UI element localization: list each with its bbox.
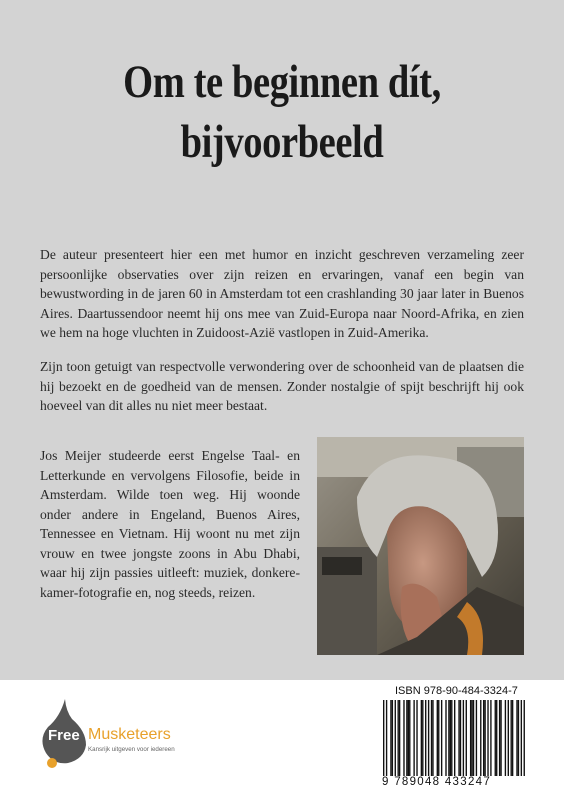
blurb-paragraph-2: Zijn toon getuigt van respectvolle verwondering over de schoonheid van de plaatsen die hij bezoekt en de goedheid van de mensen. Zonder nostalgie of spijt beschrijft hij ook hoeveel van dit alles nu niet meer bestaat. [40,359,524,413]
barcode-bar [511,700,512,776]
barcode-bar [524,700,525,776]
author-bio: Jos Meijer studeerde eerst Engelse Taal- en Letterkunde en vervolgens Filosofie, beide in Amsterdam. Wilde toen weg. Hij woonde onder andere in Engeland, Buenos Aires, Tennessee en Vietnam. Hij woont nu met zijn vrouw en twee jongste zoons in Abu Dhabi, waar hij zijn passies uitleeft: muziek, donkere-kamer-fotografie en, nog steeds, reizen. [40,448,300,600]
barcode-bar [466,700,467,776]
logo-tagline: Kansrijk uitgeven voor iedereen [88,746,175,753]
barcode-bar [392,700,393,776]
logo-free-text: Free [48,727,80,744]
barcode-bar [437,700,438,776]
barcode-bar [463,700,464,776]
barcode-bar [451,700,452,776]
blurb-paragraph-1: De auteur presenteert hier een met humor en inzicht geschreven verzameling zeer persoonlijke observaties over zijn reizen en ervaringen, vanaf een begin van bewustwording in de jaren 60 in Amsterdam tot een crashlanding 30 jaar later in Buenos Aires. Daartussendoor neemt hij ons mee van Zuid-Europa naar Noord-Afrika, en zien we hem na hoge vluchten in Zuidoost-Azië vastlopen in Zuid-Amerika. [40,247,524,340]
barcode-bar [441,700,442,776]
barcode-bar [458,700,459,776]
barcode-bar [406,700,407,776]
barcode-bar [416,700,417,776]
barcode-bar [431,700,432,776]
title-line-1: Om te beginnen dít, [123,56,441,108]
barcode-bar [399,700,400,776]
barcode-bar [397,700,398,776]
barcode-bar [508,700,509,776]
barcode-bar [460,700,461,776]
barcode-bar [484,700,485,776]
barcode-bar [403,700,404,776]
barcode-bar [395,700,396,776]
barcode-bar [499,700,500,776]
barcode-bar [425,700,426,776]
book-title [51,52,513,172]
barcode-bar [518,700,519,776]
barcode-bar [390,700,391,776]
barcode-bar [428,700,429,776]
barcode-bar [445,700,446,776]
barcode-bar [421,700,422,776]
barcode-icon [383,700,525,776]
publisher-logo [40,697,220,772]
title-line-2: bijvoorbeeld [180,116,384,168]
barcode-bar [480,700,481,776]
barcode-bar [505,700,506,776]
barcode-bar [471,700,472,776]
barcode-bar [512,700,513,776]
barcode-bar [516,700,517,776]
barcode-bar [500,700,501,776]
barcode-bar [450,700,451,776]
barcode-bar [483,700,484,776]
barcode-bar [432,700,433,776]
barcode-digits: 9 789048 433247 [382,776,492,788]
barcode-bar [490,700,491,776]
barcode-bar [422,700,423,776]
barcode-bar [413,700,414,776]
barcode-bar [487,700,488,776]
author-photo [317,437,524,655]
author-photo-image [317,437,524,655]
barcode-bar [470,700,471,776]
logo-musketeers-text: Musketeers [88,726,171,743]
barcode-bar [496,700,497,776]
barcode-bar [495,700,496,776]
barcode-bar [409,700,410,776]
barcode-bar [383,700,384,776]
isbn-label: ISBN 978-90-484-3324-7 [395,685,518,697]
barcode-bar [438,700,439,776]
barcode-bar [521,700,522,776]
barcode-bar [473,700,474,776]
barcode-bar [408,700,409,776]
barcode-bar [454,700,455,776]
barcode-bar [386,700,387,776]
barcode-bar [476,700,477,776]
barcode-bar [448,700,449,776]
